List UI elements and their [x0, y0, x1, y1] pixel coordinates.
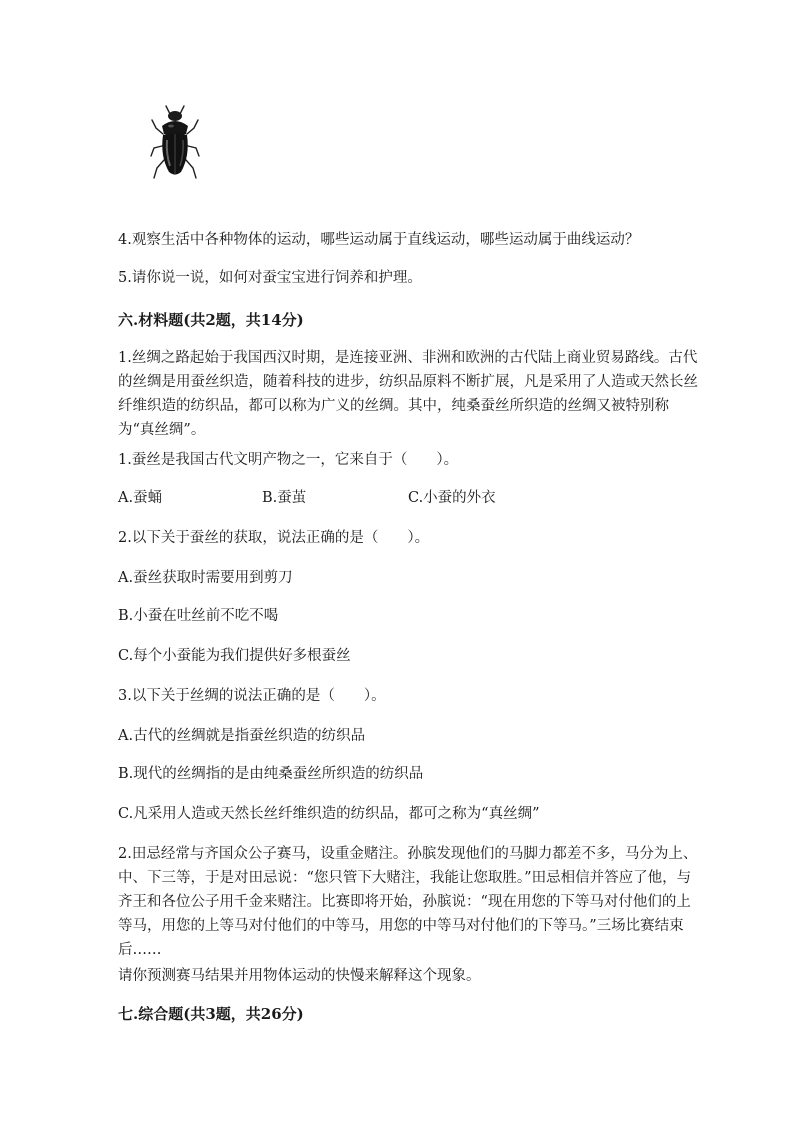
subquestion-1: 1.蚕丝是我国古代文明产物之一，它来自于（ ）。	[118, 452, 459, 468]
subquestion-3: 3.以下关于丝绸的说法正确的是（ ）。	[118, 688, 386, 704]
subquestion-2-option-a: A.蚕丝获取时需要用到剪刀	[118, 570, 293, 586]
beetle-image	[150, 104, 200, 182]
subquestion-2-option-b: B.小蚕在吐丝前不吃不喝	[118, 608, 279, 624]
section-6-heading: 六.材料题(共2题，共14分)	[118, 311, 304, 329]
question-4: 4.观察生活中各种物体的运动，哪些运动属于直线运动，哪些运动属于曲线运动？	[118, 232, 640, 248]
subquestion-3-option-a: A.古代的丝绸就是指蚕丝织造的纺织品	[118, 728, 366, 744]
subquestion-3-option-b: B.现代的丝绸指的是由纯桑蚕丝所织造的纺织品	[118, 766, 424, 782]
subquestion-1-option-c: C.小蚕的外衣	[408, 490, 496, 506]
section-7-heading: 七.综合题(共3题，共26分)	[118, 1005, 304, 1023]
material-passage-2: 2.田忌经常与齐国众公子赛马，设重金赌注。孙膑发现他们的马脚力都差不多，马分为上、中、下三等，于是对田忌说：“您只管下大赌注，我能让您取胜。”田忌相信并答应了他，与齐王和各位公子用千金来赌注。比赛即将开始，孙膑说：“现在用您的下等马对付他们的上等马，用您的上等马对付他们的中等马，用您的中等马对付他们的下等马。”三场比赛结束后……	[118, 846, 698, 958]
subquestion-1-option-b: B.蚕茧	[262, 490, 307, 506]
subquestion-1-option-a: A.蚕蛹	[118, 490, 163, 506]
material-passage-1: 1.丝绸之路起始于我国西汉时期，是连接亚洲、非洲和欧洲的古代陆上商业贸易路线。古代的丝绸是用蚕丝织造，随着科技的进步，纺织品原料不断扩展，凡是采用了人造或天然长丝纤维织造的纺织品，都可以称为广义的丝绸。其中，纯桑蚕丝所织造的丝绸又被特别称为“真丝绸”。	[118, 350, 698, 438]
subquestion-2: 2.以下关于蚕丝的获取，说法正确的是（ ）。	[118, 530, 430, 546]
question-5: 5.请你说一说，如何对蚕宝宝进行饲养和护理。	[118, 270, 422, 286]
subquestion-3-option-c: C.凡采用人造或天然长丝纤维织造的纺织品，都可之称为“真丝绸”	[118, 806, 540, 822]
subquestion-2-option-c: C.每个小蚕能为我们提供好多根蚕丝	[118, 648, 351, 664]
prediction-question: 请你预测赛马结果并用物体运动的快慢来解释这个现象。	[118, 968, 481, 984]
